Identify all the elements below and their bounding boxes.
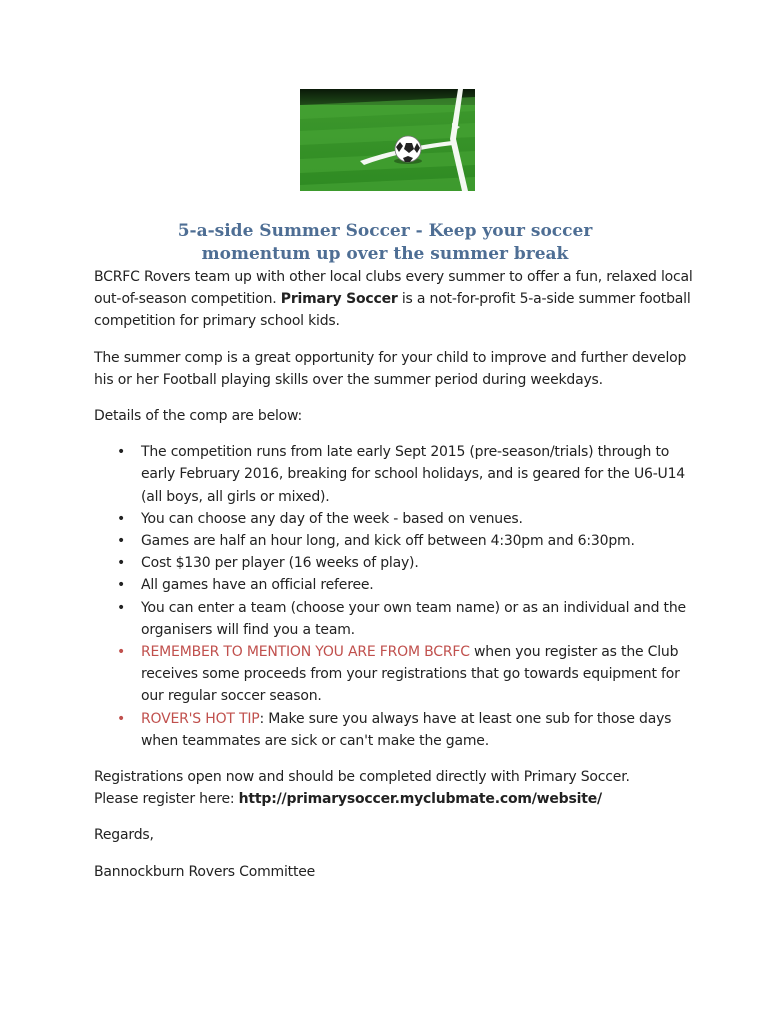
bullet-icon: • [117, 533, 126, 550]
list-item-text: The competition runs from late early Sept 2015 (pre-season/trials) through to early February 2016, breaking for school holidays, and is geared for the U6-U14 (all boys, all girls or mixed). [141, 444, 686, 505]
intro-paragraph [94, 266, 694, 333]
bullet-icon: • [117, 644, 126, 661]
details-list [94, 441, 694, 752]
bullet-icon: • [117, 510, 126, 527]
list-item [94, 574, 694, 596]
bullet-icon: • [117, 599, 126, 616]
document-body [94, 266, 694, 883]
list-item [94, 441, 694, 508]
list-item-text: : Make sure you always have at least one sub for those days when teammates are sick or can't make the game. [141, 710, 672, 749]
title-line-1: 5-a-side Summer Soccer - Keep your soccer [177, 221, 593, 241]
list-item-text: You can choose any day of the week - based on venues. [141, 510, 523, 527]
intro-text-1: BCRFC Rovers team up with other local clubs every summer to offer a fun, relaxed local out-of-season competition. [94, 269, 693, 308]
list-item [94, 508, 694, 530]
list-item-text: All games have an official referee. [141, 577, 374, 594]
soccer-ball-image [300, 89, 475, 191]
list-item [94, 552, 694, 574]
list-item-highlight: ROVER'S HOT TIP [141, 710, 260, 727]
registration-link[interactable]: http://primarysoccer.myclubmate.com/website/ [238, 791, 602, 808]
bullet-icon: • [117, 555, 126, 572]
intro-text-2: is a not-for-profit 5-a-side summer football competition for primary school kids. [94, 291, 691, 330]
registration-line-1: Registrations open now and should be completed directly with Primary Soccer. [94, 769, 630, 786]
list-item [94, 530, 694, 552]
list-item-text: when you register as the Club receives some proceeds from your registrations that go towards equipment for our regular soccer season. [141, 644, 680, 705]
bullet-icon: • [117, 710, 126, 727]
intro-bold: Primary Soccer [280, 291, 398, 308]
bullet-icon: • [117, 444, 126, 461]
registration-paragraph [94, 766, 694, 810]
list-item-text: Cost $130 per player (16 weeks of play). [141, 555, 419, 572]
list-item-text: You can enter a team (choose your own team name) or as an individual and the organisers will find you a team. [141, 599, 686, 638]
opportunity-paragraph: The summer comp is a great opportunity for your child to improve and further develop his or her Football playing skills over the summer period during weekdays. [94, 349, 687, 388]
regards-text: Regards, [94, 827, 154, 844]
list-item [94, 708, 694, 752]
signature-text: Bannockburn Rovers Committee [94, 863, 316, 880]
list-item-text: Games are half an hour long, and kick off between 4:30pm and 6:30pm. [141, 533, 635, 550]
list-item [94, 641, 694, 708]
list-item-highlight: REMEMBER TO MENTION YOU ARE FROM BCRFC [141, 644, 470, 661]
list-item [94, 597, 694, 641]
title-line-2: momentum up over the summer break [201, 244, 569, 264]
bullet-icon: • [117, 577, 126, 594]
page-title [120, 220, 650, 266]
registration-prefix: Please register here: [94, 791, 239, 808]
details-heading: Details of the comp are below: [94, 408, 303, 425]
